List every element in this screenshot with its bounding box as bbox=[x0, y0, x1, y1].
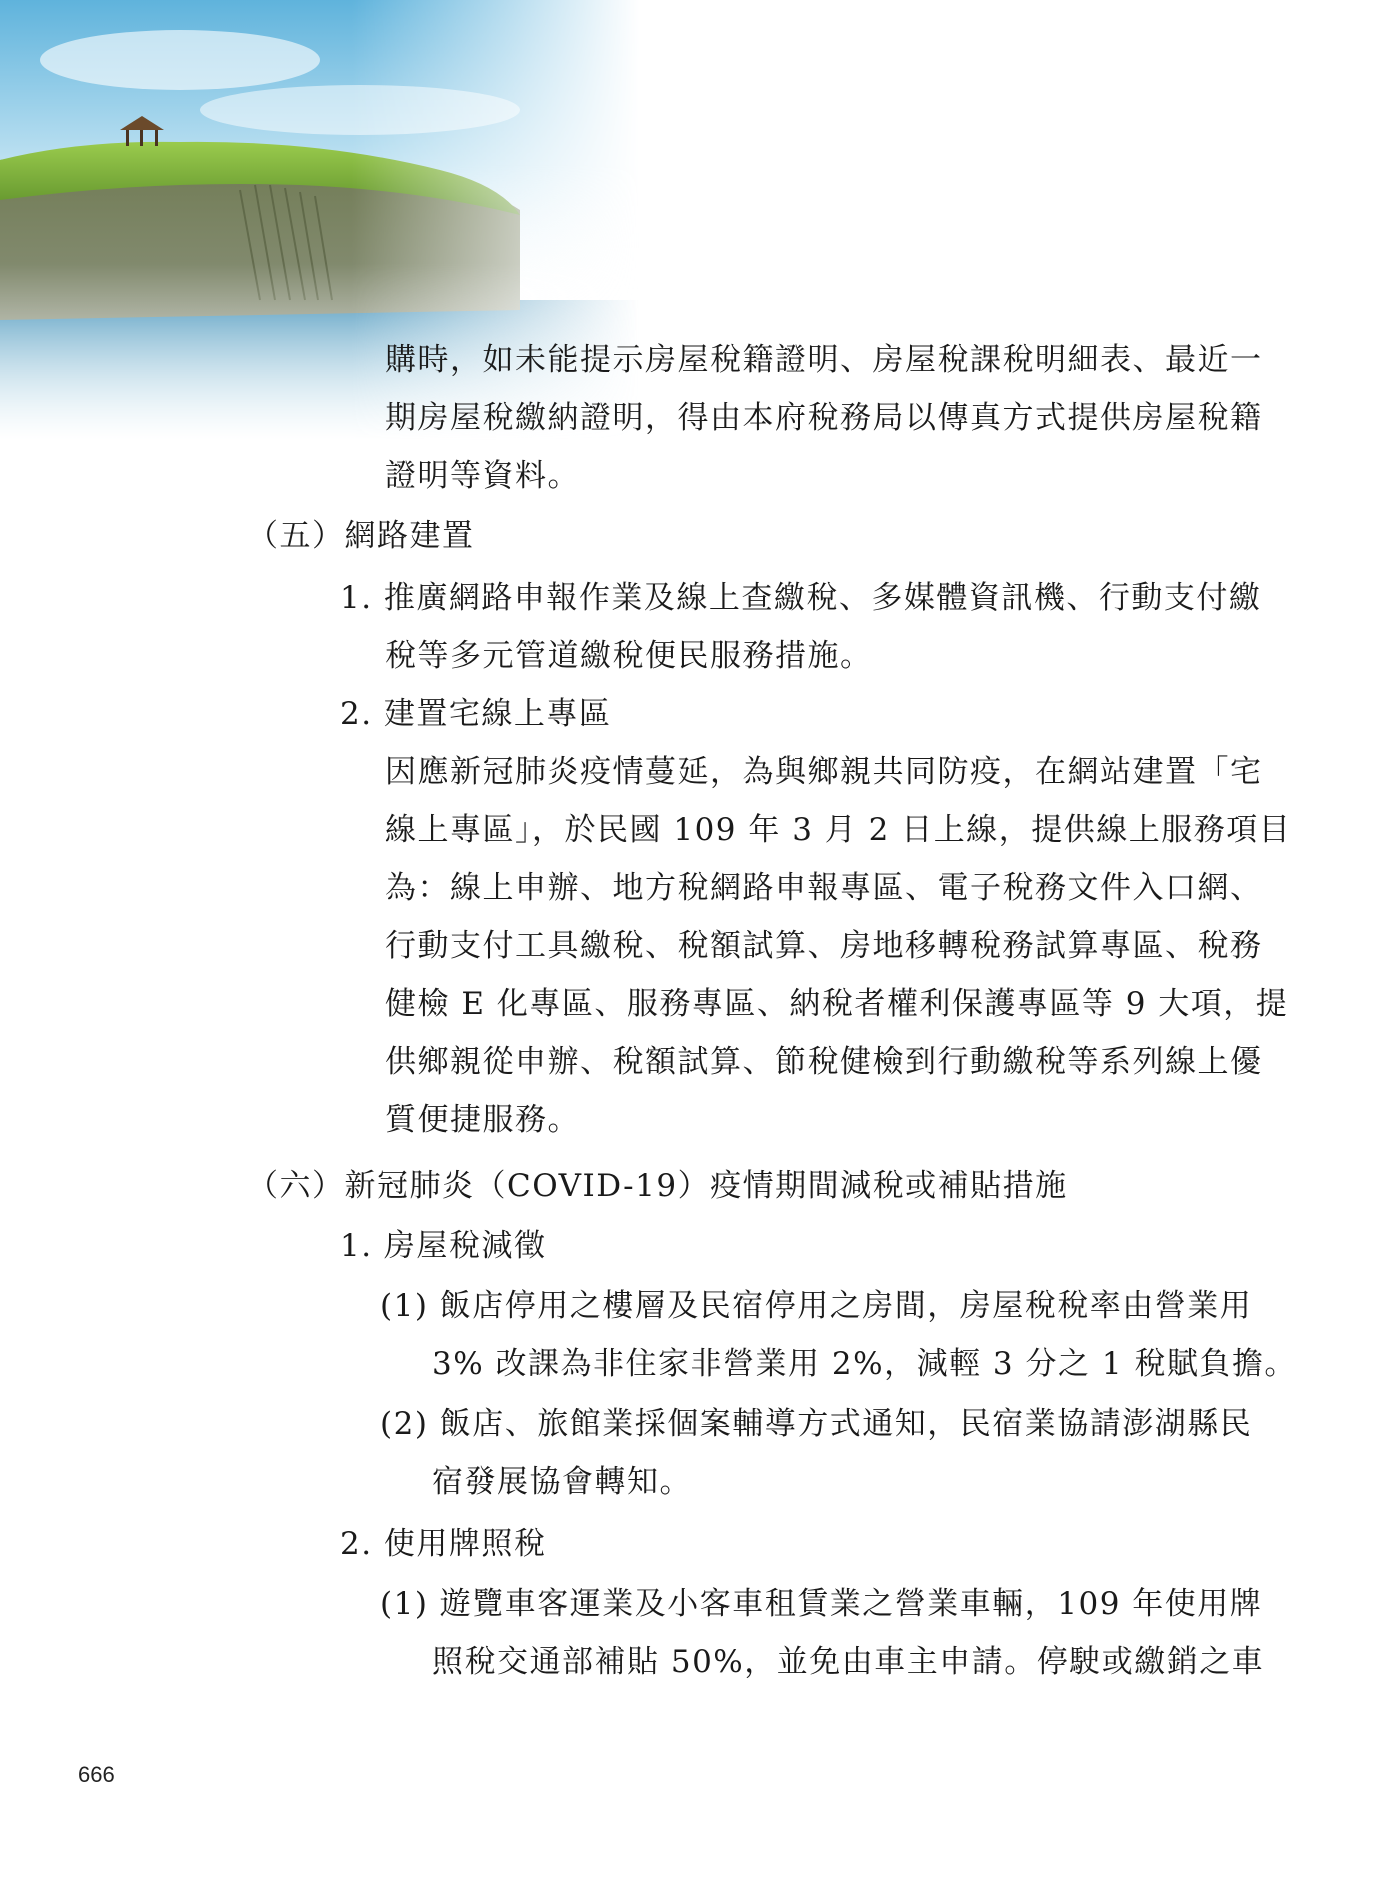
paragraph-line: 健檢 E 化專區、服務專區、納稅者權利保護專區等 9 大項，提 bbox=[385, 986, 1289, 1022]
sub-item-line: (1) 飯店停用之樓層及民宿停用之房間，房屋稅稅率由營業用 bbox=[380, 1288, 1253, 1324]
section-heading-6: （六）新冠肺炎（COVID-19）疫情期間減稅或補貼措施 bbox=[247, 1168, 1068, 1204]
paragraph-line: 稅等多元管道繳稅便民服務措施。 bbox=[385, 638, 873, 674]
paragraph-line: 質便捷服務。 bbox=[385, 1102, 580, 1138]
sub-item-line: (1) 遊覽車客運業及小客車租賃業之營業車輛，109 年使用牌 bbox=[380, 1586, 1263, 1622]
paragraph-line: 供鄉親從申辦、稅額試算、節稅健檢到行動繳稅等系列線上優 bbox=[385, 1044, 1263, 1080]
paragraph-line: 3% 改課為非住家非營業用 2%，減輕 3 分之 1 稅賦負擔。 bbox=[432, 1346, 1297, 1382]
list-item-line: 2. 建置宅線上專區 bbox=[340, 696, 612, 732]
list-item-line: 1. 推廣網路申報作業及線上查繳稅、多媒體資訊機、行動支付繳 bbox=[340, 580, 1262, 616]
list-item-line: 2. 使用牌照稅 bbox=[340, 1526, 547, 1562]
sub-item-line: (2) 飯店、旅館業採個案輔導方式通知，民宿業協請澎湖縣民 bbox=[380, 1406, 1253, 1442]
paragraph-line: 證明等資料。 bbox=[385, 458, 580, 494]
paragraph-line: 宿發展協會轉知。 bbox=[432, 1464, 692, 1500]
paragraph-line: 因應新冠肺炎疫情蔓延，為與鄉親共同防疫，在網站建置「宅 bbox=[385, 754, 1263, 790]
section-heading-5: （五）網路建置 bbox=[247, 518, 475, 554]
page-number: 666 bbox=[78, 1762, 115, 1787]
paragraph-line: 照稅交通部補貼 50%，並免由車主申請。停駛或繳銷之車 bbox=[432, 1644, 1265, 1680]
list-item-line: 1. 房屋稅減徵 bbox=[340, 1228, 547, 1264]
paragraph-line: 行動支付工具繳稅、稅額試算、房地移轉稅務試算專區、稅務 bbox=[385, 928, 1263, 964]
paragraph-line: 購時，如未能提示房屋稅籍證明、房屋稅課稅明細表、最近一 bbox=[385, 342, 1263, 378]
paragraph-line: 為：線上申辦、地方稅網路申報專區、電子稅務文件入口網、 bbox=[385, 870, 1263, 906]
paragraph-line: 期房屋稅繳納證明，得由本府稅務局以傳真方式提供房屋稅籍 bbox=[385, 400, 1263, 436]
paragraph-line: 線上專區」，於民國 109 年 3 月 2 日上線，提供線上服務項目 bbox=[385, 812, 1292, 848]
